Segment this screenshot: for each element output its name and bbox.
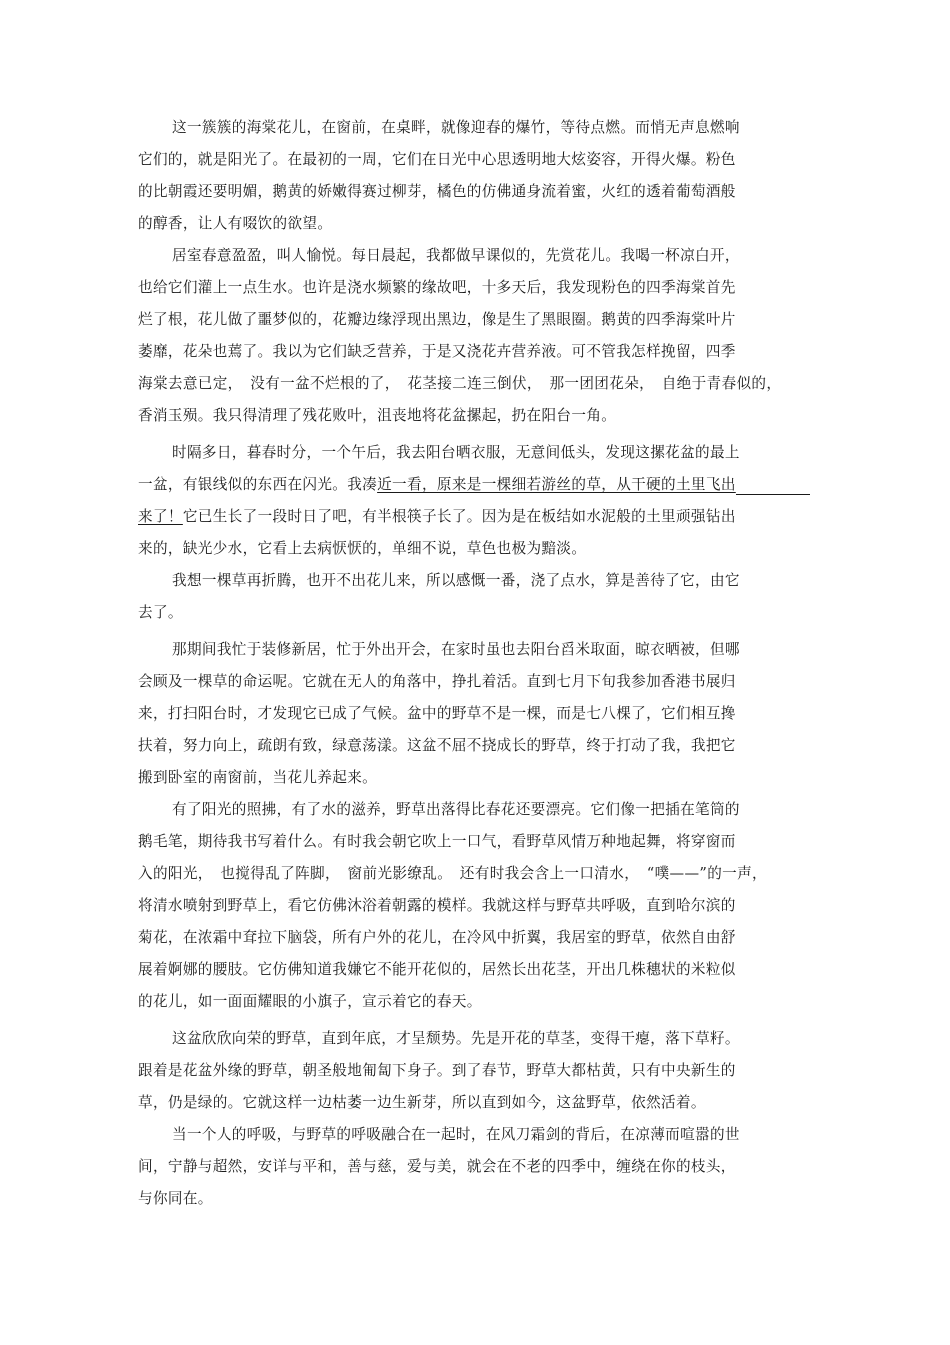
text-line: 鹅毛笔，期待我书写着什么。有时我会朝它吹上一口气，看野草风情万种地起舞，将穿窗而 (138, 833, 736, 850)
text-line: 将清水喷射到野草上，看它仿佛沐浴着朝露的模样。我就这样与野草共呼吸，直到哈尔滨的 (138, 897, 736, 914)
text-line: 的花儿，如一面面耀眼的小旗子，宣示着它的春天。 (138, 993, 482, 1010)
text-line: 搬到卧室的南窗前，当花儿养起来。 (138, 769, 378, 786)
text-line (138, 473, 736, 497)
text-line: 去了。 (138, 604, 183, 621)
text-line: 有了阳光的照拂，有了水的滋养，野草出落得比春花还要漂亮。它们像一把插在笔筒的 (172, 801, 740, 818)
text-line: 这一簇簇的海棠花儿，在窗前，在桌畔，就像迎春的爆竹，等待点燃。而悄无声息燃响 (172, 119, 740, 136)
text-span: 它已生长了一段时日了吧，有半根筷子长了。因为是在板结如水泥般的土里顽强钻出 (182, 508, 736, 525)
text-line: 入的阳光， 也搅得乱了阵脚， 窗前光影缭乱。 还有时我会含上一口清水， “噗——”的一声， (138, 865, 768, 882)
text-line: 时隔多日，暮春时分，一个午后，我去阳台晒衣服，无意间低头，发现这摞花盆的最上 (172, 444, 740, 461)
text-line: 的比朝霞还要明媚，鹅黄的娇嫩得赛过柳芽，橘色的仿佛通身流着蜜，火红的透着葡萄酒般 (138, 183, 736, 200)
text-line: 草，仍是绿的。它就这样一边枯萎一边生新芽，所以直到如今，这盆野草，依然活着。 (138, 1094, 706, 1111)
text-line: 的醇香，让人有啜饮的欲望。 (138, 215, 333, 232)
text-span: 一盆，有银线似的东西在闪光。我凑 (138, 476, 378, 493)
text-line: 与你同在。 (138, 1190, 213, 1207)
text-line: 扶着，努力向上，疏朗有致，绿意荡漾。这盆不屈不挠成长的野草，终于打动了我，我把它 (138, 737, 736, 754)
text-line (138, 505, 736, 529)
text-line: 居室春意盈盈，叫人愉悦。每日晨起，我都做早课似的，先赏花儿。我喝一杯凉白开， (172, 247, 740, 264)
underlined-text: 来了！ (138, 508, 183, 525)
text-line: 当一个人的呼吸，与野草的呼吸融合在一起时，在风刀霜剑的背后，在凉薄而喧嚣的世 (172, 1126, 740, 1143)
text-line: 来的，缺光少水，它看上去病恹恹的，单细不说，草色也极为黯淡。 (138, 540, 587, 557)
text-line: 它们的，就是阳光了。在最初的一周，它们在日光中心思透明地大炫姿容，开得火爆。粉色 (138, 151, 736, 168)
underline-rule (736, 494, 810, 495)
text-line: 萎靡，花朵也蔫了。我以为它们缺乏营养，于是又浇花卉营养液。可不管我怎样挽留，四季 (138, 343, 736, 360)
text-line: 我想一棵草再折腾，也开不出花儿来，所以感慨一番，浇了点水，算是善待了它，由它 (172, 572, 740, 589)
text-line: 来，打扫阳台时，才发现它已成了气候。盆中的野草不是一棵，而是七八棵了，它们相互搀 (138, 705, 736, 722)
text-line: 海棠去意已定， 没有一盆不烂根的了， 花茎接二连三倒伏， 那一团团花朵， 自绝于青春似的， (138, 375, 782, 392)
text-line: 烂了根，花儿做了噩梦似的，花瓣边缘浮现出黑边，像是生了黑眼圈。鹅黄的四季海棠叶片 (138, 311, 736, 328)
text-line: 也给它们灌上一点生水。也许是浇水频繁的缘故吧，十多天后，我发现粉色的四季海棠首先 (138, 279, 736, 296)
text-line: 会顾及一棵草的命运呢。它就在无人的角落中，挣扎着活。直到七月下旬我参加香港书展归 (138, 673, 736, 690)
text-line: 香消玉殒。我只得清理了残花败叶，沮丧地将花盆摞起，扔在阳台一角。 (138, 407, 617, 424)
underlined-text: 近一看，原来是一棵细若游丝的草，从干硬的土里飞出 (377, 476, 736, 493)
text-line: 跟着是花盆外缘的野草，朝圣般地匍匐下身子。到了春节，野草大都枯黄，只有中央新生的 (138, 1062, 736, 1079)
text-line: 展着婀娜的腰肢。它仿佛知道我嫌它不能开花似的，居然长出花茎，开出几株穗状的米粒似 (138, 961, 736, 978)
text-line: 这盆欣欣向荣的野草，直到年底，才呈颓势。先是开花的草茎，变得干瘪，落下草籽。 (172, 1030, 740, 1047)
text-line: 菊花，在浓霜中耷拉下脑袋，所有户外的花儿，在冷风中折翼，我居室的野草，依然自由舒 (138, 929, 736, 946)
text-line: 间，宁静与超然，安详与平和，善与慈，爱与美，就会在不老的四季中，缠绕在你的枝头， (138, 1158, 736, 1175)
text-line: 那期间我忙于装修新居，忙于外出开会，在家时虽也去阳台舀米取面，晾衣晒被，但哪 (172, 641, 740, 658)
